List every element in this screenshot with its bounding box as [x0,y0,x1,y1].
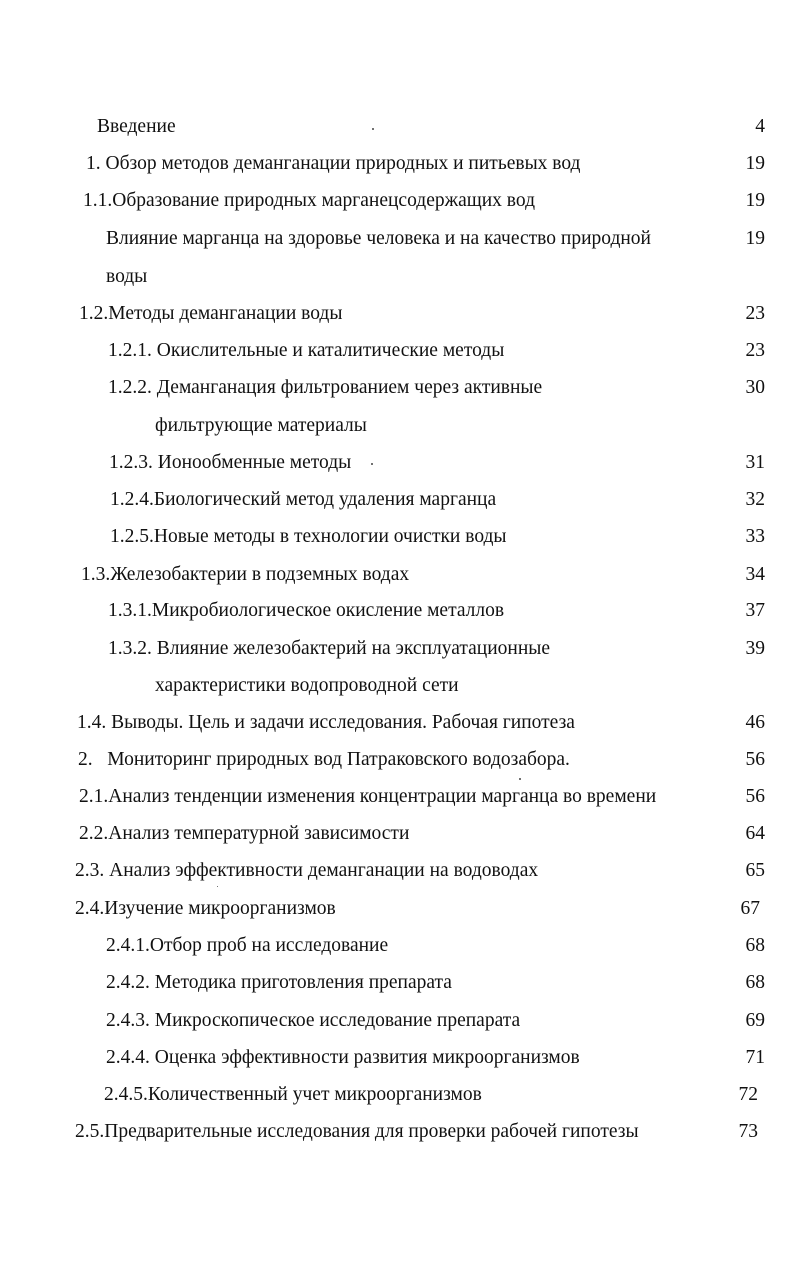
toc-entry-title: 1.3.Железобактерии в подземных водах [81,564,410,585]
toc-entry-title: 2.5.Предварительные исследования для проверки рабочей гипотезы [75,1121,639,1142]
toc-entry-title: 1.2.4.Биологический метод удаления марганца [110,489,497,510]
toc-entry-page: 37 [745,600,765,621]
toc-entry-page: 19 [745,190,765,211]
toc-entry-title: Введение [97,116,176,137]
toc-entry-title: 1.2.2. Деманганация фильтрованием через активные [108,377,543,398]
toc-entry-title: 1.2.5.Новые методы в технологии очистки воды [110,526,507,547]
toc-entry-page: 73 [738,1121,758,1142]
toc-entry-page: 30 [745,377,765,398]
toc-entry-page: 34 [745,564,765,585]
toc-entry-title: фильтрующие материалы [155,415,367,436]
toc-entry-page: 23 [745,303,765,324]
toc-entry-page: 68 [745,972,765,993]
toc-entry-title: 2.4.1.Отбор проб на исследование [106,935,389,956]
toc-entry-page: 64 [745,823,765,844]
toc-entry-page: 56 [745,749,765,770]
scan-speck [371,463,373,465]
toc-entry-title: 1.3.1.Микробиологическое окисление металлов [108,600,505,621]
toc-entry-title: 2.4.Изучение микроорганизмов [75,898,336,919]
toc-entry-page: 46 [745,712,765,733]
toc-entry-page: 32 [745,489,765,510]
toc-entry-page: 31 [745,452,765,473]
toc-entry-title: 1. Обзор методов деманганации природных и питьевых вод [86,153,581,174]
toc-entry-title: 2.1.Анализ тенденции изменения концентрации марганца во времени [79,786,657,807]
toc-entry-page: 56 [745,786,765,807]
scan-speck [519,778,521,780]
toc-entry-title: 1.2.3. Ионообменные методы [109,452,352,473]
toc-entry-page: 65 [745,860,765,881]
toc-entry-title: 1.2.Методы деманганации воды [79,303,343,324]
toc-entry-title: 2.2.Анализ температурной зависимости [79,823,410,844]
toc-entry-title: 1.1.Образование природных марганецсодержащих вод [83,190,535,211]
toc-entry-title: 2.4.4. Оценка эффективности развития микроорганизмов [106,1047,580,1068]
toc-entry-title: 2.4.3. Микроскопическое исследование препарата [106,1010,521,1031]
toc-entry-page: 19 [745,153,765,174]
toc-entry-page: 68 [745,935,765,956]
toc-entry-title: 2.4.5.Количественный учет микроорганизмов [104,1084,482,1105]
scan-speck [372,128,374,130]
toc-entry-page: 19 [745,228,765,249]
toc-entry-page: 39 [745,638,765,659]
toc-entry-title: 1.3.2. Влияние железобактерий на эксплуатационные [108,638,551,659]
toc-entry-page: 71 [745,1047,765,1068]
toc-entry-title: 1.2.1. Окислительные и каталитические методы [108,340,505,361]
toc-entry-title: характеристики водопроводной сети [155,675,459,696]
scan-speck [217,886,218,887]
toc-entry-title: 2. Мониторинг природных вод Патраковского водозабора. [78,749,570,770]
toc-entry-page: 67 [740,898,760,919]
toc-entry-title: 2.4.2. Методика приготовления препарата [106,972,452,993]
toc-entry-page: 4 [755,116,765,137]
toc-entry-page: 33 [745,526,765,547]
toc-entry-page: 69 [745,1010,765,1031]
toc-entry-title: воды [106,266,148,287]
toc-entry-title: 2.3. Анализ эффективности деманганации на водоводах [75,860,539,881]
toc-entry-page: 72 [738,1084,758,1105]
toc-entry-page: 23 [745,340,765,361]
toc-entry-title: Влияние марганца на здоровье человека и на качество природной [106,228,651,249]
toc-entry-title: 1.4. Выводы. Цель и задачи исследования. Рабочая гипотеза [77,712,575,733]
